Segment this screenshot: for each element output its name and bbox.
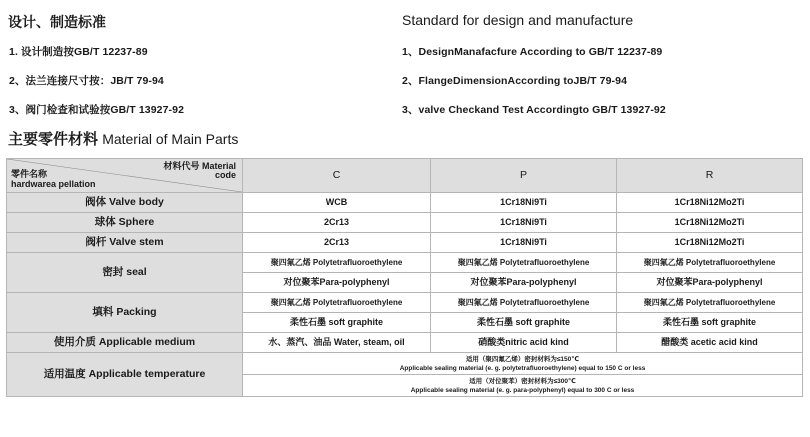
design-item-en-2: 2、FlangeDimensionAccording toJB/T 79-94 xyxy=(402,75,628,87)
materials-table xyxy=(6,158,803,397)
material-code-label xyxy=(163,162,236,180)
part-name-cn: 零件名称 xyxy=(11,169,48,179)
table-row-temperature-1 xyxy=(7,353,803,375)
table-row-valve-stem xyxy=(7,233,803,253)
cell-seal-r2: 对位聚苯Para-polyphenyl xyxy=(617,273,803,293)
table-row-sphere xyxy=(7,213,803,233)
design-item-en-1: 1、DesignManafacfure According to GB/T 12237-89 xyxy=(402,46,663,58)
cell-temperature-1 xyxy=(243,353,803,375)
table-header-row xyxy=(7,159,803,193)
cell-stem-c: 2Cr13 xyxy=(243,233,431,253)
table-row-seal-1 xyxy=(7,253,803,273)
design-title-cn: 设计、制造标准 xyxy=(8,14,106,30)
design-item-cn-1: 1. 设计制造按GB/T 12237-89 xyxy=(9,46,148,58)
cell-body-r: 1Cr18Ni12Mo2Ti xyxy=(617,193,803,213)
cell-body-p: 1Cr18Ni9Ti xyxy=(431,193,617,213)
cell-sphere-c: 2Cr13 xyxy=(243,213,431,233)
cell-packing-c2: 柔性石墨 soft graphite xyxy=(243,313,431,333)
cell-body-c: WCB xyxy=(243,193,431,213)
row-label-valve-stem: 阀杆 Valve stem xyxy=(7,233,243,253)
row-label-sphere: 球体 Sphere xyxy=(7,213,243,233)
cell-seal-p2: 对位聚苯Para-polyphenyl xyxy=(431,273,617,293)
cell-stem-p: 1Cr18Ni9Ti xyxy=(431,233,617,253)
cell-seal-r1: 聚四氟乙烯 Polytetrafluoroethylene xyxy=(617,253,803,273)
header-corner-cell xyxy=(7,159,243,193)
cell-medium-p: 硝酸类nitric acid kind xyxy=(431,333,617,353)
cell-sphere-r: 1Cr18Ni12Mo2Ti xyxy=(617,213,803,233)
column-header-p: P xyxy=(431,159,617,193)
cell-seal-c1: 聚四氟乙烯 Polytetrafluoroethylene xyxy=(243,253,431,273)
material-code-en1: Material xyxy=(201,161,236,171)
row-label-temperature: 适用温度 Applicable temperature xyxy=(7,353,243,397)
part-name-en: hardwarea pellation xyxy=(11,179,96,189)
parts-title xyxy=(8,128,238,149)
column-header-c: C xyxy=(243,159,431,193)
row-label-seal: 密封 seal xyxy=(7,253,243,293)
design-item-en-3: 3、valve Checkand Test Accordingto GB/T 13927-92 xyxy=(402,104,666,116)
design-item-cn-3: 3、阀门检查和试验按GB/T 13927-92 xyxy=(9,104,185,116)
row-label-medium: 使用介质 Applicable medium xyxy=(7,333,243,353)
temperature-1-en: Applicable sealing material (e. g. polytetrafluoroethylene) equal to 150 C or less xyxy=(399,364,646,372)
design-title-en: Standard for design and manufacture xyxy=(402,12,634,28)
parts-title-cn: 主要零件材料 xyxy=(8,131,99,148)
temperature-2-en: Applicable sealing material (e. g. para-polyphenyl) equal to 300 C or less xyxy=(410,386,635,394)
column-header-r: R xyxy=(617,159,803,193)
temperature-1-cn: 适用（聚四氟乙烯）密封材料为≤150℃ xyxy=(465,355,580,363)
table-row-medium xyxy=(7,333,803,353)
part-name-label xyxy=(11,169,96,189)
cell-packing-p1: 聚四氟乙烯 Polytetrafluoroethylene xyxy=(431,293,617,313)
cell-sphere-p: 1Cr18Ni9Ti xyxy=(431,213,617,233)
cell-packing-r1: 聚四氟乙烯 Polytetrafluoroethylene xyxy=(617,293,803,313)
cell-seal-p1: 聚四氟乙烯 Polytetrafluoroethylene xyxy=(431,253,617,273)
cell-medium-r: 醋酸类 acetic acid kind xyxy=(617,333,803,353)
design-item-cn-2: 2、法兰连接尺寸按：JB/T 79-94 xyxy=(9,75,164,87)
table-row-valve-body xyxy=(7,193,803,213)
cell-stem-r: 1Cr18Ni12Mo2Ti xyxy=(617,233,803,253)
row-label-valve-body: 阀体 Valve body xyxy=(7,193,243,213)
row-label-packing: 填料 Packing xyxy=(7,293,243,333)
cell-seal-c2: 对位聚苯Para-polyphenyl xyxy=(243,273,431,293)
cell-packing-p2: 柔性石墨 soft graphite xyxy=(431,313,617,333)
material-code-en2: code xyxy=(214,170,236,180)
parts-title-en: Material of Main Parts xyxy=(102,131,239,147)
cell-temperature-2 xyxy=(243,375,803,397)
material-code-cn: 材料代号 xyxy=(163,161,200,171)
table-row-packing-1 xyxy=(7,293,803,313)
cell-medium-c: 水、蒸汽、油品 Water, steam, oil xyxy=(243,333,431,353)
temperature-2-cn: 适用（对位聚苯）密封材料为≤300℃ xyxy=(469,377,576,385)
cell-packing-r2: 柔性石墨 soft graphite xyxy=(617,313,803,333)
cell-packing-c1: 聚四氟乙烯 Polytetrafluoroethylene xyxy=(243,293,431,313)
